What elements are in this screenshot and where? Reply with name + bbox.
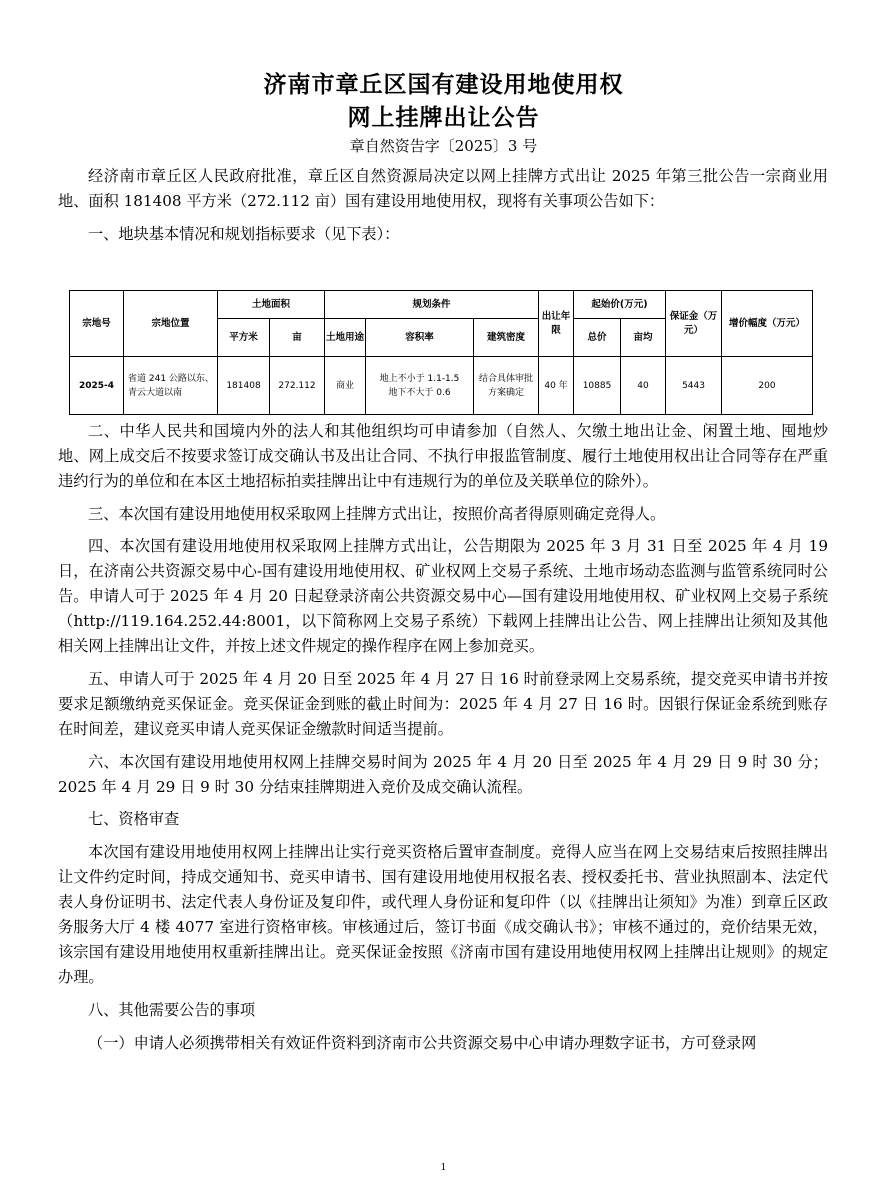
far-above-ground: 地上不小于 1.1-1.5 [379, 373, 460, 384]
intro-paragraph: 经济南市章丘区人民政府批准，章丘区自然资源局决定以网上挂牌方式出让 2025 年第三批公告一宗商业用地、面积 181408 平方米（272.112 亩）国有建设用地使用权，现将有关事项公告如下： [58, 167, 828, 210]
header-land-area: 土地面积 [218, 291, 325, 319]
header-start-price: 起始价(万元) [574, 291, 666, 319]
cell-term: 40 年 [539, 357, 574, 415]
header-far: 容积率 [366, 319, 474, 357]
cell-increment: 200 [722, 357, 813, 415]
cell-per-mu: 40 [621, 357, 666, 415]
header-increment: 增价幅度（万元） [722, 291, 813, 357]
header-mu: 亩 [270, 319, 325, 357]
cell-deposit: 5443 [666, 357, 722, 415]
header-total: 总价 [574, 319, 621, 357]
section-3-paragraph: 三、本次国有建设用地使用权采取网上挂牌方式出让，按照价高者得原则确定竞得人。 [88, 504, 666, 523]
cell-density: 结合具体审批方案确定 [474, 357, 539, 415]
header-land-use: 土地用途 [325, 319, 366, 357]
far-below-ground: 地下不大于 0.6 [388, 387, 451, 398]
cell-land-use: 商业 [325, 357, 366, 415]
section-8-item-1: （一）申请人必须携带相关有效证件资料到济南市公共资源交易中心申请办理数字证书，方可登录网 [88, 1033, 757, 1052]
section-8-heading: 八、其他需要公告的事项 [88, 1000, 256, 1019]
header-sqm: 平方米 [218, 319, 270, 357]
header-density: 建筑密度 [474, 319, 539, 357]
section-7-paragraph: 本次国有建设用地使用权网上挂牌出让实行竞买资格后置审查制度。竞得人应当在网上交易结束后按照挂牌出让文件约定时间，持成交通知书、竞买申请书、国有建设用地使用权报名表、授权委托书、营业执照副本、法定代表人身份证明书、法定代表人身份证及复印件，或代理人身份证和复印件（以《挂牌出让须知》为准）到章丘区政务服务大厅 4 楼 4077 室进行资格审核。审核通过后，签订书面《成交确认书》；审核不通过的，竞价结果无效，该宗国有建设用地使用权重新挂牌出让。竞买保证金按照《济南市国有建设用地使用权网上挂牌出让规则》的规定办理。 [58, 843, 828, 987]
header-planning: 规划条件 [325, 291, 539, 319]
section-7-heading: 七、资格审查 [88, 810, 180, 829]
header-per-mu: 亩均 [621, 319, 666, 357]
cell-lot-no: 2025-4 [70, 357, 124, 415]
header-deposit: 保证金（万元） [666, 291, 722, 357]
section-6-paragraph: 六、本次国有建设用地使用权网上挂牌交易时间为 2025 年 4 月 20 日至 2025 年 4 月 29 日 9 时 30 分；2025 年 4 月 29 日 9 时 30 分结束挂牌期进入竞价及成交确认流程。 [58, 752, 828, 796]
cell-sqm: 181408 [218, 357, 270, 415]
header-lot-no: 宗地号 [70, 291, 124, 357]
section-2-paragraph: 二、中华人民共和国境内外的法人和其他组织均可申请参加（自然人、欠缴土地出让金、闲置土地、囤地炒地、网上成交后不按要求签订成交确认书及出让合同、不执行申报监管制度、履行土地使用权出让合同等存在严重违约行为的单位和在本区土地招标拍卖挂牌出让中有违规行为的单位及关联单位的除外）。 [58, 422, 828, 490]
cell-location: 省道 241 公路以东、青云大道以南 [124, 357, 218, 415]
page-number: 1 [440, 1163, 447, 1173]
section-5-paragraph: 五、申请人可于 2025 年 4 月 20 日至 2025 年 4 月 27 日 16 时前登录网上交易系统，提交竞买申请书并按要求足额缴纳竞买保证金。竞买保证金到账的截止时间为：2025 年 4 月 27 日 16 时。因银行保证金系统到账存在时间差，建议竞买申请人竞买保证金缴款时间适当提前。 [58, 670, 828, 739]
table-row [70, 357, 813, 415]
cell-far [366, 357, 474, 415]
intro-section [58, 164, 828, 254]
header-location: 宗地位置 [124, 291, 218, 357]
cell-mu: 272.112 [270, 357, 325, 415]
title-line-1: 济南市章丘区国有建设用地使用权 [263, 72, 624, 98]
land-parcel-table [69, 290, 813, 415]
header-term: 出让年限 [539, 291, 574, 357]
body-section [58, 419, 828, 1063]
section-1-heading: 一、地块基本情况和规划指标要求（见下表）： [88, 224, 400, 243]
title-line-2: 网上挂牌出让公告 [347, 105, 540, 131]
cell-total: 10885 [574, 357, 621, 415]
document-number: 章自然资告字〔2025〕3 号 [349, 137, 538, 155]
section-4-paragraph: 四、本次国有建设用地使用权采取网上挂牌方式出让，公告期限为 2025 年 3 月 31 日至 2025 年 4 月 19 日，在济南公共资源交易中心-国有建设用地使用权、矿业权网上交易子系统、土地市场动态监测与监管系统同时公告。申请人可于 2025 年 4 月 20 日起登录济南公共资源交易中心—国有建设用地使用权、矿业权网上交易子系统（http://119.164.252.44:8001，以下简称网上交易子系统）下载网上挂牌出让公告、网上挂牌出让须知及其他相关网上挂牌出让文件，并按上述文件规定的操作程序在网上参加竞买。 [58, 537, 828, 656]
